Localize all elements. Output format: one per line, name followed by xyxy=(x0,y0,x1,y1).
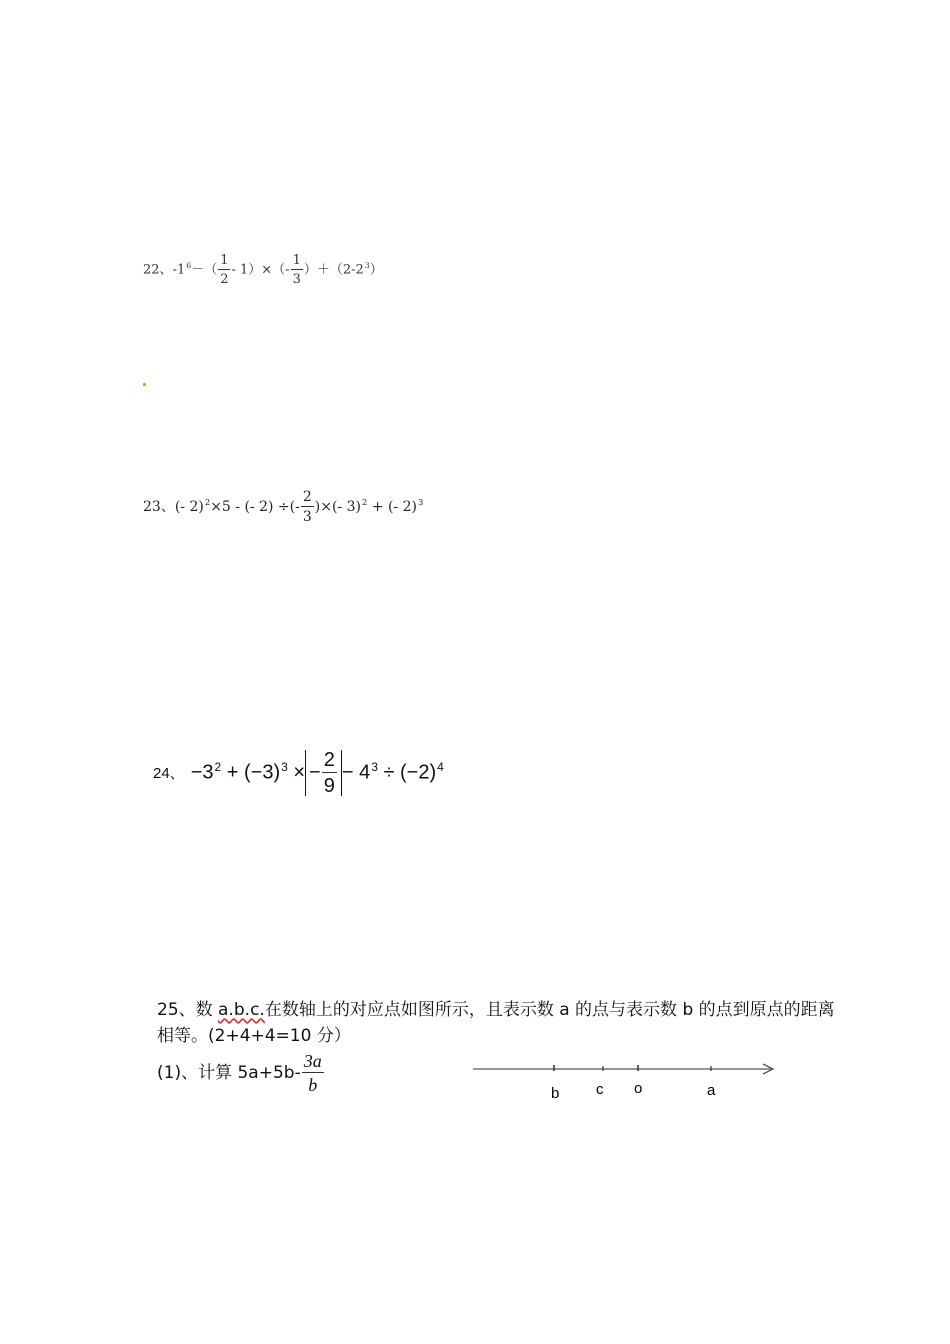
point-label-b: b xyxy=(551,1085,560,1102)
question-25-part-1: (1)、计算 5a+5b- $\frac{3a}{b}$ xyxy=(157,1051,322,1095)
q25-text: 在数轴上的对应点如图所示，且表示数 a 的点与表示数 b 的点到原点的距离相等。(2+4+4=10 分） xyxy=(157,1000,835,1046)
fraction: $\frac{1}{2}$ xyxy=(220,253,229,287)
question-25 xyxy=(157,997,837,1049)
question-22: 22、$-1^6-$（ $\frac{1}{2}$ - 1）×（- $\frac{1}{3}$ ）$+(2-2^3)$ xyxy=(143,253,383,287)
fraction: $\frac{2}{9}$ xyxy=(323,749,335,797)
q25-vars: a.b.c. xyxy=(218,1000,265,1020)
fraction: $\frac{3a}{b}$ xyxy=(303,1051,322,1095)
stray-dot xyxy=(143,383,146,386)
question-23: 23、(- 2)$^2$×5 - (- 2) ÷(- $\frac{2}{3}$ )×(- 3)$^2$ + (- 2)$^3$ xyxy=(143,489,424,525)
q25-label: 25、数 xyxy=(157,1000,219,1020)
q22-label: 22、 xyxy=(143,262,173,278)
q24-label: 24、 xyxy=(153,765,185,783)
point-label-o: o xyxy=(634,1080,643,1097)
number-line xyxy=(465,1055,785,1105)
absolute-value: − $\frac{2}{9}$ xyxy=(305,750,342,796)
question-24: 24、 $-3^2 + (-3)^3$ × − $\frac{2}{9}$ − $4^3 \div (-2)^4$ xyxy=(153,749,444,797)
fraction: $\frac{2}{3}$ xyxy=(302,489,312,525)
point-label-c: c xyxy=(596,1081,604,1098)
fraction: $\frac{1}{3}$ xyxy=(292,253,301,287)
point-label-a: a xyxy=(707,1082,716,1099)
q23-label: 23、 xyxy=(143,499,175,515)
